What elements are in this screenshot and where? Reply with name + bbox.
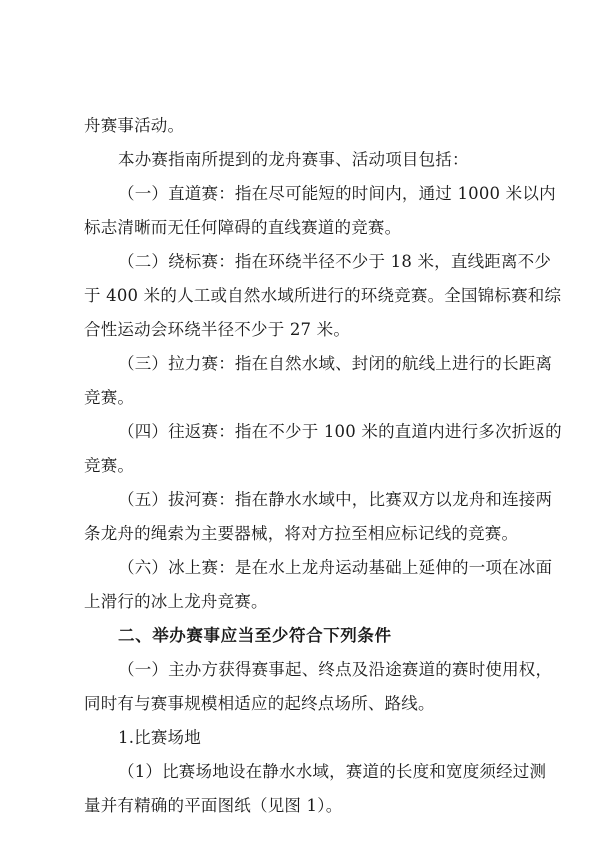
paragraph-line: 本办赛指南所提到的龙舟赛事、活动项目包括： xyxy=(118,150,469,169)
paragraph-line: （一）直道赛：指在尽可能短的时间内，通过 1000 米以内 xyxy=(118,184,556,203)
paragraph-line: 竞赛。 xyxy=(84,456,135,475)
paragraph-line: 量并有精确的平面图纸（见图 1）。 xyxy=(84,796,343,815)
paragraph-line: 合性运动会环绕半径不少于 27 米。 xyxy=(84,320,351,339)
paragraph-line: （六）冰上赛：是在水上龙舟运动基础上延伸的一项在冰面 xyxy=(118,558,553,577)
paragraph-line: （1）比赛场地设在静水水域，赛道的长度和宽度须经过测 xyxy=(118,762,547,781)
paragraph-line: （四）往返赛：指在不少于 100 米的直道内进行多次折返的 xyxy=(118,422,562,441)
paragraph-line: （一）主办方获得赛事起、终点及沿途赛道的赛时使用权， xyxy=(118,660,553,679)
paragraph-line: （二）绕标赛：指在环绕半径不少于 18 米，直线距离不少 xyxy=(118,252,552,271)
paragraph-line: 于 400 米的人工或自然水域所进行的环绕竞赛。全国锦标赛和综 xyxy=(84,286,562,305)
paragraph-line: 舟赛事活动。 xyxy=(84,116,185,135)
paragraph-line: 标志清晰而无任何障碍的直线赛道的竞赛。 xyxy=(84,218,402,237)
paragraph-line: （五）拔河赛：指在静水水域中，比赛双方以龙舟和连接两 xyxy=(118,490,553,509)
section-heading: 二、举办赛事应当至少符合下列条件 xyxy=(118,626,392,645)
paragraph-line: 上滑行的冰上龙舟竞赛。 xyxy=(84,592,268,611)
paragraph-line: 竞赛。 xyxy=(84,388,135,407)
paragraph-line: 条龙舟的绳索为主要器械，将对方拉至相应标记线的竞赛。 xyxy=(84,524,519,543)
subsection-heading: 1.比赛场地 xyxy=(118,728,201,747)
paragraph-line: 同时有与赛事规模相适应的起终点场所、路线。 xyxy=(84,694,435,713)
paragraph-line: （三）拉力赛：指在自然水域、封闭的航线上进行的长距离 xyxy=(118,354,553,373)
